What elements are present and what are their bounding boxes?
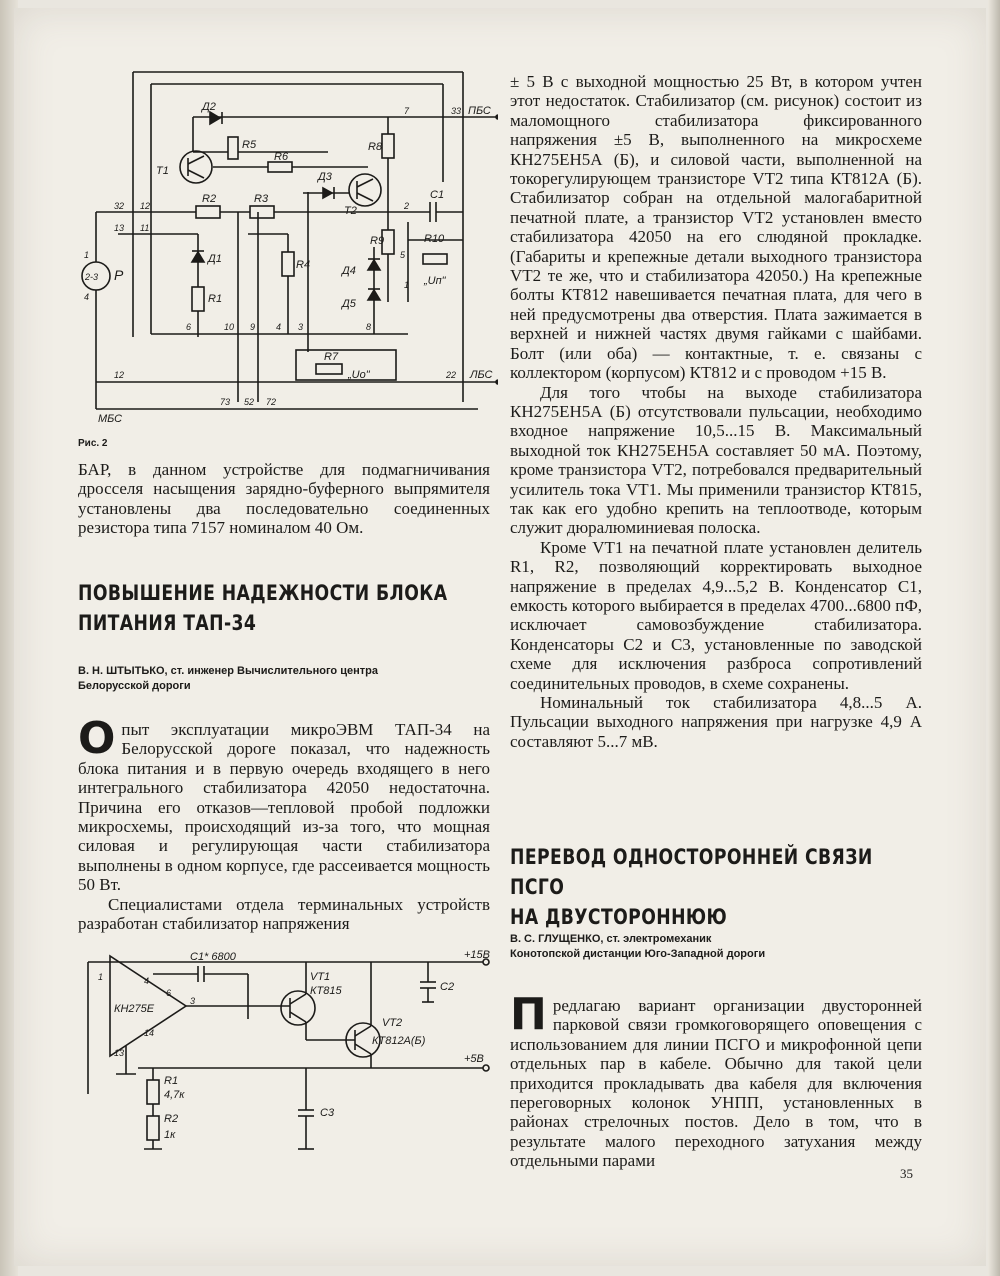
fig3-label-p15: +15В [464,949,490,961]
figure-2-caption: Рис. 2 [78,438,108,449]
article2-title-line1: ПЕРЕВОД ОДНОСТОРОННЕЙ СВЯЗИ ПСГО [510,845,873,899]
fig2-label-r6: R6 [274,151,289,163]
fig2-label-relay-pins: 2-3 [85,272,99,282]
fig3-label-c1: C1* 6800 [190,951,236,963]
fig2-label-r1: R1 [208,293,223,305]
article1-title [78,578,558,638]
fig2-label-c1: C1 [430,189,445,201]
fig2-label-r9: R9 [370,235,385,247]
figure-2-schematic [78,62,498,437]
fig2-label-t2: T2 [344,205,357,217]
fig2-label-r2: R2 [202,193,217,205]
fig2-node-73: 73 [220,397,231,407]
fig2-label-d5: Д5 [342,298,356,310]
fig3-label-p5: +5В [464,1053,484,1065]
fig2-pin-1: 1 [84,250,90,260]
right-column-text [510,72,922,751]
article1-paragraph-1: пыт эксплуатации микроЭВМ ТАП-34 на Белорусской дороге показал, что надежность блока питания и в первую очередь входящего в него интегрального стабилизатора 42050 недостаточна. Причина его отказов—тепловой пробой подложки микросхемы, происходящий из-за того, что мощная силовая и регулирующая части стабилизатора выполнены в одном корпусе, где рассеивается мощность 50 Вт. [78,720,490,895]
right-paragraph-2: Для того чтобы на выходе стабилизатора КН275ЕН5А (Б) отсутствовали пульсации, необходимо входное напряжение 10,5...15 В. Максимальный выходной ток КН275ЕН5А составляет 50 мА. Поэтому, кроме транзистора VT2, потребовался предварительный усилитель тока VT1. Мы применили транзистор КТ815, так как его удобно крепить на теплоотводе, которым служит дюралюминиевая полоска. [510,382,922,538]
fig3-pin-1: 1 [98,972,104,982]
fig2-label-r10: R10 [424,233,445,245]
fig2-node-12b: 12 [114,370,125,380]
fig2-label-relay: Р [114,267,124,283]
article2-paragraph-1: редлагаю вариант организации двусторонней парковой связи громкоговорящего оповещения с использованием для линии ПСГО и микрофонной цепи отдельных пар в кабеле. Обычно для такой цели приходится прокладывать два кабеля для включения переговорных колонок УНПП, установленных в районах стрелочных постов. Дело в том, что в результате малого переходного затухания между отдельными парами [510,996,922,1171]
fig3-pin-6: 6 [166,988,172,998]
left-top-paragraph: БАР, в данном устройстве для подмагничивания дросселя насыщения зарядно-буферного выпрямителя установлены два последовательно соединенных резистора типа 7157 номиналом 40 Ом. [78,460,490,538]
fig2-label-d4: Д4 [342,265,356,277]
fig3-pin-3: 3 [190,996,196,1006]
fig2-node-33: 33 [451,106,462,116]
fig2-label-d2: Д2 [202,101,216,113]
fig2-label-t1: T1 [156,165,169,177]
fig2-label-r5: R5 [242,139,257,151]
fig2-label-pbs: ПБС [468,105,491,117]
fig3-label-c3: C3 [320,1107,335,1119]
article1-title-line1: ПОВЫШЕНИЕ НАДЕЖНОСТИ БЛОКА [78,581,448,605]
fig2-label-d1: Д1 [208,253,222,265]
article1-byline [78,664,490,694]
right-paragraph-3: Кроме VT1 на печатной плате установлен делитель R1, R2, позволяющий корректировать выходное напряжение в пределах 4,9...5,2 В. Конденсатор C1, емкость которого выбирается в пределах 4700...6800 пФ, исключает самовозбуждение стабилизатора. Конденсаторы C2 и C3, установленные по заводской схеме для исключения разброса сопротивлений соединительных проводов, в схеме сохранены. [510,537,922,693]
fig2-node-5: 5 [400,250,406,260]
fig3-label-r2: R2 [164,1113,179,1125]
fig2-node-52: 52 [244,397,255,407]
fig2-node-1: 1 [404,280,410,290]
page-number: 35 [900,1166,913,1181]
fig2-node-9: 9 [250,322,256,332]
fig2-label-d3: Д3 [318,171,332,183]
fig3-label-r1: R1 [164,1075,179,1087]
fig2-node-8: 8 [366,322,372,332]
article2-body [510,989,922,1171]
fig3-pin-4: 4 [144,976,150,986]
left-top-text-block [78,460,490,538]
fig2-label-lbs: ЛБС [470,369,493,381]
fig2-node-11: 11 [140,223,150,233]
fig3-pin-13: 13 [114,1048,125,1058]
fig2-node-2: 2 [404,201,410,211]
article2-byline-line1: В. С. ГЛУЩЕНКО, ст. электромеханик [510,933,712,945]
article1-paragraph-2: Специалистами отдела терминальных устройств разработан стабилизатор напряжения [78,894,490,934]
fig2-node-13: 13 [114,223,125,233]
article2-dropcap: П [510,989,547,1040]
fig3-pin-14: 14 [144,1028,155,1038]
article2-title-line2: НА ДВУСТОРОННЮЮ [510,905,728,929]
article1-body [78,713,490,934]
fig3-label-r1v: 4,7к [164,1089,185,1101]
article1-byline-line2: Белорусской дороги [78,680,191,692]
fig3-label-c2: C2 [440,981,455,993]
fig2-node-3: 3 [298,322,304,332]
fig3-label-ic: КН275Е [114,1003,155,1015]
fig2-node-32: 32 [114,201,125,211]
fig2-node-10: 10 [224,322,235,332]
fig3-label-r2v: 1к [164,1129,176,1141]
article2-byline-line2: Конотопской дистанции Юго-Западной дороги [510,948,766,960]
fig2-node-12: 12 [140,201,151,211]
fig2-label-r8: R8 [368,141,383,153]
fig2-label-r4: R4 [296,259,311,271]
right-paragraph-4: Номинальный ток стабилизатора 4,8...5 А. Пульсации выходного напряжения при нагрузке 4,9 А составляют 5...7 мВ. [510,693,922,751]
article2-title [510,842,990,932]
page-right-edge [988,0,1000,1276]
right-paragraph-1: ± 5 В с выходной мощностью 25 Вт, в котором учтен этот недостаток. Стабилизатор (см. рисунок) состоит из маломощного стабилизатора фиксированного напряжения ±5 В, выполненного на микросхеме КН275ЕН5А (Б), и силовой части, выполненной на токорегулирующем транзисторе VT2 типа КТ812А (Б). Стабилизатор собран на отдельной малогабаритной печатной плате, а транзистор VT2 установлен вместо стабилизатора 42050 на его слюдяной прокладке. (Габариты и крепежные детали выходного транзистора VT2 те же, что и стабилизатора 42050.) На крепежные болты КТ812 навешивается печатная плата, для чего в ней предусмотрены два отверстия. Плата зажимается в верхней и нижней частях двумя гайками с шайбами. Болт (или оба) — контактные, т. е. связаны с коллектором (корпусом) КТ812 и с проводом +15 В. [510,72,922,383]
fig2-node-7: 7 [404,106,410,116]
figure-3-schematic [78,944,498,1174]
article1-title-line2: ПИТАНИЯ ТАП-34 [78,611,257,635]
fig2-label-r3: R3 [254,193,269,205]
article1-dropcap: О [78,713,116,764]
fig2-node-6: 6 [186,322,192,332]
fig3-label-vt1: VT1 [310,971,331,983]
fig3-label-kt812: КТ812А(Б) [372,1035,426,1047]
fig2-label-mbs: МБС [98,413,123,425]
fig2-label-uo: „Uо" [348,369,370,381]
fig2-label-un: „Uп" [424,275,446,287]
fig2-node-72: 72 [266,397,277,407]
fig2-node-4: 4 [276,322,282,332]
article1-byline-line1: В. Н. ШТЫТЬКО, ст. инженер Вычислительного центра [78,665,378,677]
fig2-pin-4: 4 [84,292,90,302]
fig2-label-r7: R7 [324,351,339,363]
fig3-label-kt815: КТ815 [310,985,342,997]
article2-byline [510,932,922,962]
fig2-node-22: 22 [446,370,457,380]
fig3-label-vt2: VT2 [382,1017,403,1029]
